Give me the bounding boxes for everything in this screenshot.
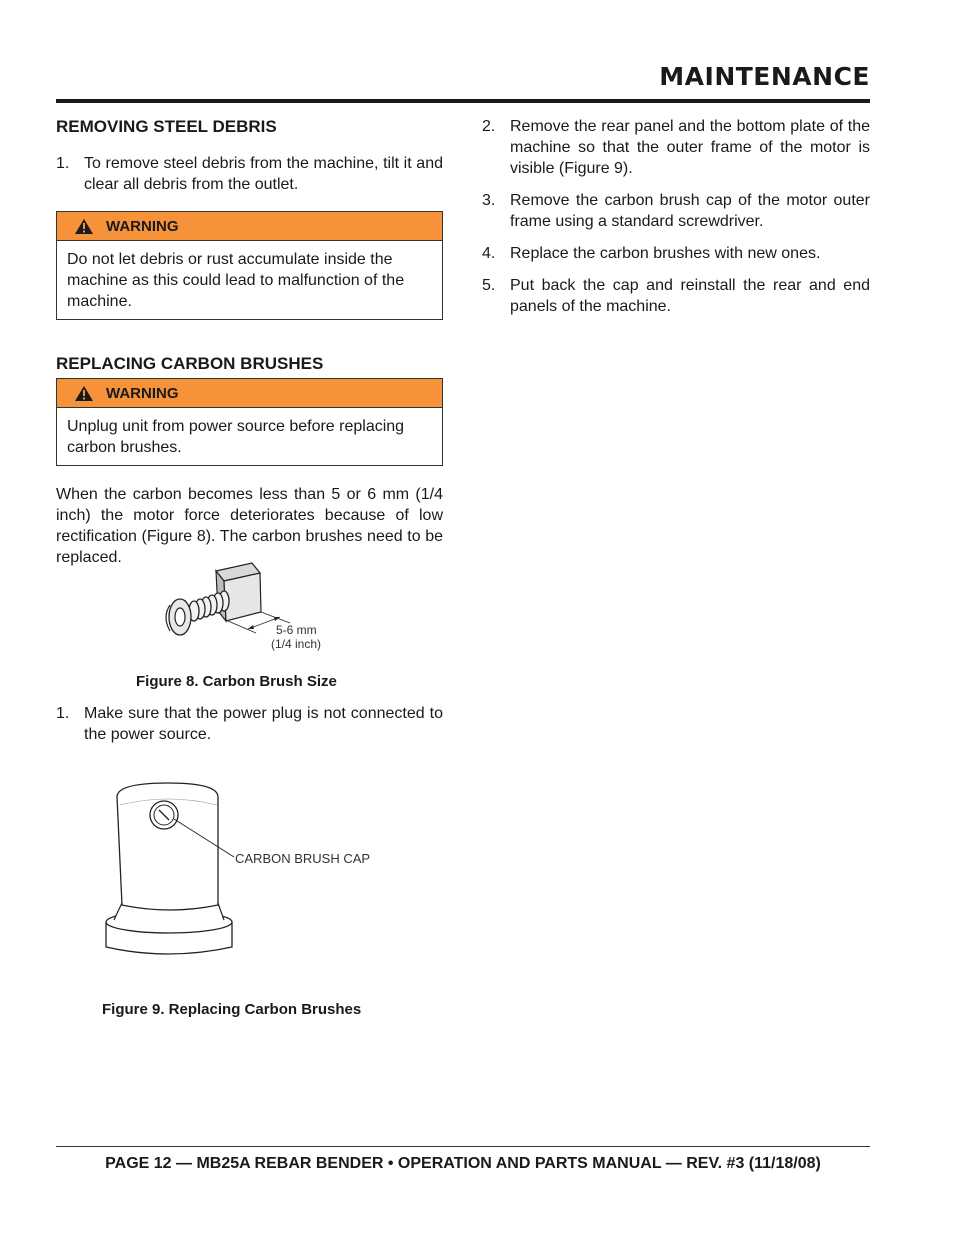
warning-triangle-icon bbox=[74, 385, 94, 402]
figure-8-caption: Figure 8. Carbon Brush Size bbox=[136, 673, 337, 690]
step-2 bbox=[482, 116, 870, 179]
warning-label: WARNING bbox=[106, 217, 179, 235]
warning-box-debris bbox=[56, 211, 443, 320]
step-text: Replace the carbon brushes with new ones. bbox=[510, 245, 821, 262]
page-title: MAINTENANCE bbox=[659, 62, 870, 91]
step-text: Make sure that the power plug is not connected to the power source. bbox=[84, 705, 443, 743]
brush-dimension-inch: (1/4 inch) bbox=[271, 637, 322, 651]
left-column bbox=[56, 116, 443, 568]
step-1-unplug bbox=[56, 703, 443, 745]
carbon-intro-paragraph: When the carbon becomes less than 5 or 6 mm (1/4 inch) the motor force deteriorates because of low rectification (Figure 8). The carbon brushes need to be replaced. bbox=[56, 486, 443, 566]
warning-text: Do not let debris or rust accumulate inside the machine as this could lead to malfunction of the machine. bbox=[67, 251, 405, 310]
step-1-debris bbox=[56, 153, 443, 195]
warning-header bbox=[57, 212, 442, 241]
footer-text: PAGE 12 — MB25A REBAR BENDER • OPERATION AND PARTS MANUAL — REV. #3 (11/18/08) bbox=[105, 1155, 821, 1172]
step-text: Remove the rear panel and the bottom plate of the machine so that the outer frame of the motor is visible (Figure 9). bbox=[510, 118, 870, 177]
step-4 bbox=[482, 243, 870, 264]
warning-header bbox=[57, 379, 442, 408]
step-number: 2. bbox=[482, 118, 496, 135]
step-number: 3. bbox=[482, 192, 496, 209]
step-number: 1. bbox=[56, 155, 70, 172]
warning-box-carbon bbox=[56, 378, 443, 466]
brush-dimension-mm: 5-6 mm bbox=[276, 623, 317, 637]
step-text: Put back the cap and reinstall the rear and end panels of the machine. bbox=[510, 277, 870, 315]
right-column bbox=[482, 116, 870, 317]
motor-housing-illustration bbox=[100, 775, 380, 960]
step-3 bbox=[482, 190, 870, 232]
section-title-carbon-brushes: REPLACING CARBON BRUSHES bbox=[56, 354, 324, 373]
step-number: 1. bbox=[56, 705, 70, 722]
carbon-brush-illustration bbox=[160, 555, 350, 665]
step-number: 4. bbox=[482, 245, 496, 262]
carbon-brush-cap-label: CARBON BRUSH CAP bbox=[235, 851, 371, 866]
step-5 bbox=[482, 275, 870, 317]
footer-rule bbox=[56, 1146, 870, 1147]
warning-triangle-icon bbox=[74, 218, 94, 235]
section-title-removing-debris: REMOVING STEEL DEBRIS bbox=[56, 117, 277, 136]
step-number: 5. bbox=[482, 277, 496, 294]
warning-label: WARNING bbox=[106, 384, 179, 402]
step-text: To remove steel debris from the machine, tilt it and clear all debris from the outlet. bbox=[84, 155, 443, 193]
step-text: Remove the carbon brush cap of the motor outer frame using a standard screwdriver. bbox=[510, 192, 870, 230]
warning-text: Unplug unit from power source before replacing carbon brushes. bbox=[67, 418, 405, 456]
title-rule bbox=[56, 99, 870, 103]
figure-9-caption: Figure 9. Replacing Carbon Brushes bbox=[102, 1001, 362, 1018]
